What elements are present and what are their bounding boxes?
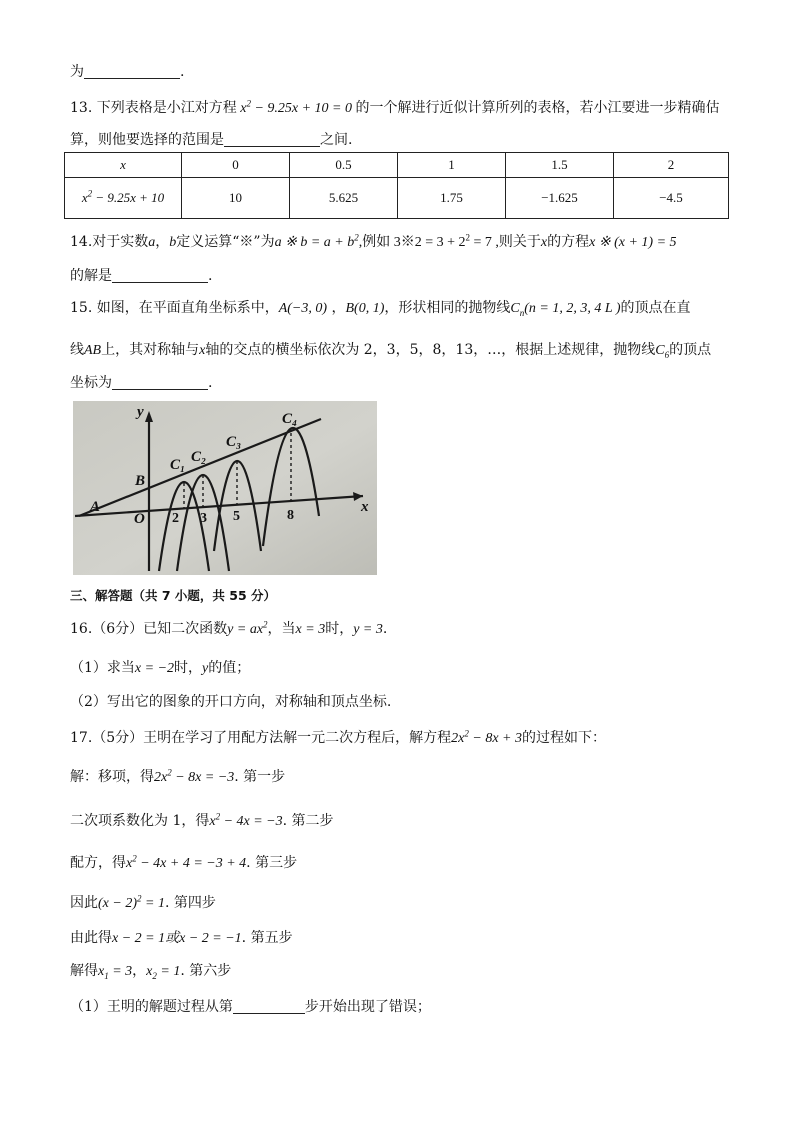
tick-label-5: 5 [233, 509, 240, 524]
table-cell: 1.5 [506, 153, 614, 178]
label-c2: C₂ [191, 449, 207, 465]
q15-line-3: 坐标为 . [70, 375, 213, 391]
table-cell: 0.5 [290, 153, 398, 178]
q16-part-2: （2）写出它的图象的开口方向，对称轴和顶点坐标. [70, 694, 392, 710]
q14-line-1: 14.对于实数a，b定义运算“※”为a ※ $b = a + b^2$,例如 3※2 = $3 + 2^2 = 7$ ,则关于x的方程x ※ (x + 1) = 5 [70, 232, 677, 250]
label-c1: C₁ [170, 457, 186, 473]
tick-label-2: 2 [172, 511, 179, 526]
q16-line-1: 16.（6分）已知二次函数$y = ax^2$，当x = 3时，y = 3. [70, 619, 388, 637]
table-cell: 0 [182, 153, 290, 178]
table-cell: 5.625 [290, 178, 398, 219]
q13-line-1: 13. 下列表格是小江对方程 $x^2 - 9.25x + 10 = 0$ 的一个解进行近似计算所列的表格，若小江要进一步精确估 [70, 98, 720, 116]
table-cell: −1.625 [506, 178, 614, 219]
label-b: B [135, 473, 146, 489]
label-c3: C₃ [226, 434, 242, 450]
q12-answer-line: 为 . [70, 64, 185, 80]
table-cell: 1.75 [398, 178, 506, 219]
label-x: x [361, 499, 369, 515]
table-row [65, 178, 729, 219]
q17-step-6: 解得$x_1 = 3$，$x_2 = 1$. 第六步 [70, 963, 232, 981]
q17-step-2: 二次项系数化为 1，得$x^2 - 4x = -3$. 第二步 [70, 811, 334, 829]
section-3-title: 三、解答题（共 7 小题，共 55 分） [70, 588, 277, 603]
label-c4: C₄ [282, 411, 298, 427]
q13-equation: $x^2 - 9.25x + 10 = 0$ [240, 98, 352, 116]
q17-step-4: 因此$(x - 2)^2 = 1$. 第四步 [70, 893, 216, 911]
parabola-figure [73, 401, 377, 575]
q17-answer-blank[interactable] [233, 997, 305, 1014]
q12-answer-blank[interactable] [84, 62, 180, 79]
q14-line-2: 的解是 . [70, 268, 213, 284]
q17-part-1: （1）王明的解题过程从第 步开始出现了错误； [70, 999, 431, 1015]
tick-label-8: 8 [287, 508, 294, 523]
q15-line-1: 15. 如图，在平面直角坐标系中，A(−3, 0) ，B(0, 1)，形状相同的抛物线$C_n(n = 1$, 2, 3, 4 L )的顶点在直 [70, 300, 691, 318]
label-a: A [90, 499, 101, 515]
label-y: y [137, 404, 144, 420]
q15-line-2: 线AB上，其对称轴与x轴的交点的横坐标依次为 2，3，5，8，13，…，根据上述规律，抛物线$C_6$的顶点 [70, 342, 712, 360]
q14-answer-blank[interactable] [112, 266, 208, 283]
table-header-fx: $x^2 - 9.25x + 10$ [65, 178, 182, 219]
table-header-x: x [65, 153, 182, 178]
q13-line-2: 算，则他要选择的范围是 之间. [70, 132, 353, 148]
tick-label-3: 3 [200, 511, 207, 526]
q17-line-1: 17.（5分）王明在学习了用配方法解一元二次方程后，解方程$2x^2 - 8x + 3$的过程如下： [70, 728, 606, 746]
table-row [65, 153, 729, 178]
q17-step-1: 解：移项，得$2x^2 - 8x = -3$. 第一步 [70, 767, 286, 785]
q16-part-1: （1）求当x = −2时，y的值； [70, 660, 251, 676]
table-cell: −4.5 [614, 178, 729, 219]
table-cell: 1 [398, 153, 506, 178]
q13-value-table [64, 152, 729, 219]
q13-answer-blank[interactable] [224, 130, 320, 147]
q17-step-5: 由此得x − 2 = 1或x − 2 = −1. 第五步 [70, 930, 293, 946]
q15-answer-blank[interactable] [112, 373, 208, 390]
table-cell: 2 [614, 153, 729, 178]
table-cell: 10 [182, 178, 290, 219]
q17-step-3: 配方，得$x^2 - 4x + 4 = -3 + 4$. 第三步 [70, 853, 298, 871]
label-o: O [134, 511, 145, 527]
